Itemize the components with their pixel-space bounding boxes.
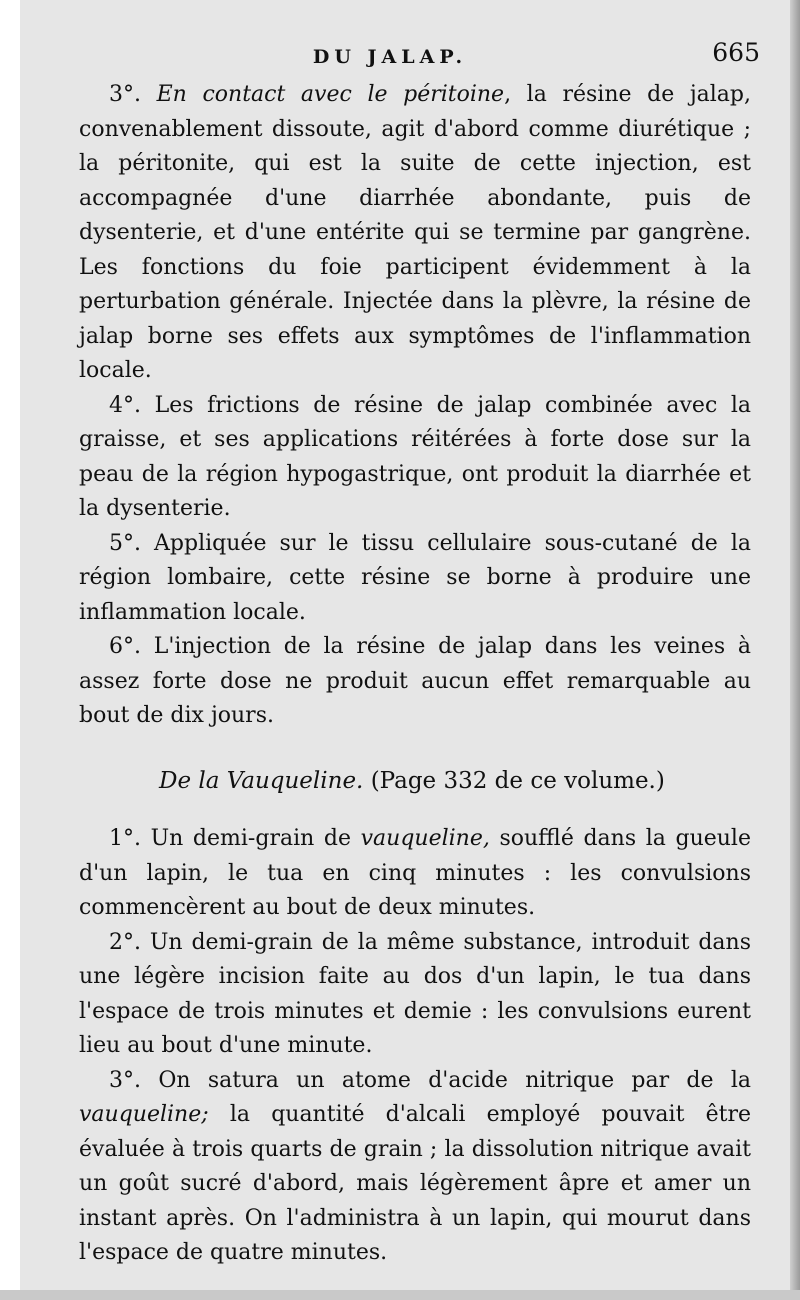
paragraph-text: Les frictions de résine de jalap combinée avec la graisse, et ses applications réitérées à forte dose sur la peau de la région hypogastrique, ont produit la diarrhée et la dysenterie. bbox=[79, 392, 751, 521]
section-heading bbox=[79, 764, 751, 799]
paragraph-number: 3°. bbox=[109, 1067, 141, 1093]
paragraph-number: 5°. bbox=[109, 530, 141, 556]
page-left-margin bbox=[0, 0, 20, 1300]
paragraph-3 bbox=[79, 78, 751, 389]
paragraph-number: 6°. bbox=[109, 634, 141, 659]
paragraph-text: On satura un atome d'acide nitrique par de la bbox=[158, 1067, 751, 1093]
page-right-edge bbox=[790, 0, 800, 1300]
heading-reference: (Page 332 de ce volume.) bbox=[370, 767, 665, 794]
page-bottom-edge bbox=[0, 1290, 800, 1300]
heading-title: De la Vauqueline. bbox=[159, 767, 364, 794]
paragraph-text: la quantité d'alcali employé pouvait être évaluée à trois quarts de grain ; la dissolution nitrique avait un goût sucré d'abord, mais légèrement âpre et amer un instant après. On l'administra à un lapin, qui mourut dans l'espace de quatre minutes. bbox=[79, 1102, 751, 1265]
paragraph-6 bbox=[79, 630, 751, 734]
running-head: DU JALAP. bbox=[312, 46, 468, 68]
page-header bbox=[20, 38, 760, 78]
paragraph-number: 3°. bbox=[109, 82, 141, 107]
italic-phrase: En contact avec le péritoine bbox=[156, 82, 505, 107]
paragraph-5 bbox=[79, 527, 751, 631]
paragraph-4 bbox=[79, 389, 751, 527]
paragraph-text: Appliquée sur le tissu cellulaire sous-cutané de la région lombaire, cette résine se borne à produire une inflammation locale. bbox=[79, 530, 751, 625]
paragraph-v2 bbox=[79, 926, 751, 1064]
paragraph-text: , la résine de jalap, convenablement dissoute, agit d'abord comme diurétique ; la péritonite, qui est la suite de cette injection, est accompagnée d'une diarrhée abondante, puis de dysenterie, et d'une entérite qui se termine par gangrène. Les fonctions du foie participent évidemment à la perturbation générale. Injectée dans la plèvre, la résine de jalap borne ses effets aux symptômes de l'inflammation locale. bbox=[79, 82, 752, 383]
paragraph-v3 bbox=[79, 1064, 751, 1271]
paragraph-number: 1°. bbox=[109, 826, 141, 851]
paragraph-text: soufflé dans la gueule d'un lapin, le tua en cinq minutes : les convulsions commencèrent au bout de deux minutes. bbox=[79, 826, 751, 920]
paragraph-text: Un demi-grain de la même substance, introduit dans une légère incision faite au dos d'un lapin, le tua dans l'espace de trois minutes et demie : les convulsions eurent lieu au bout d'une minute. bbox=[79, 929, 752, 1058]
paragraph-text: Un demi-grain de bbox=[150, 826, 351, 851]
paragraph-v1 bbox=[79, 822, 751, 926]
italic-term: vauqueline; bbox=[79, 1102, 209, 1127]
paragraph-number: 4°. bbox=[109, 392, 141, 418]
paragraph-text: L'injection de la résine de jalap dans les veines à assez forte dose ne produit aucun effet remarquable au bout de dix jours. bbox=[79, 634, 751, 728]
page-body bbox=[79, 78, 751, 1271]
italic-term: vauqueline, bbox=[360, 826, 490, 851]
page-number: 665 bbox=[712, 38, 760, 67]
paragraph-number: 2°. bbox=[109, 929, 141, 955]
